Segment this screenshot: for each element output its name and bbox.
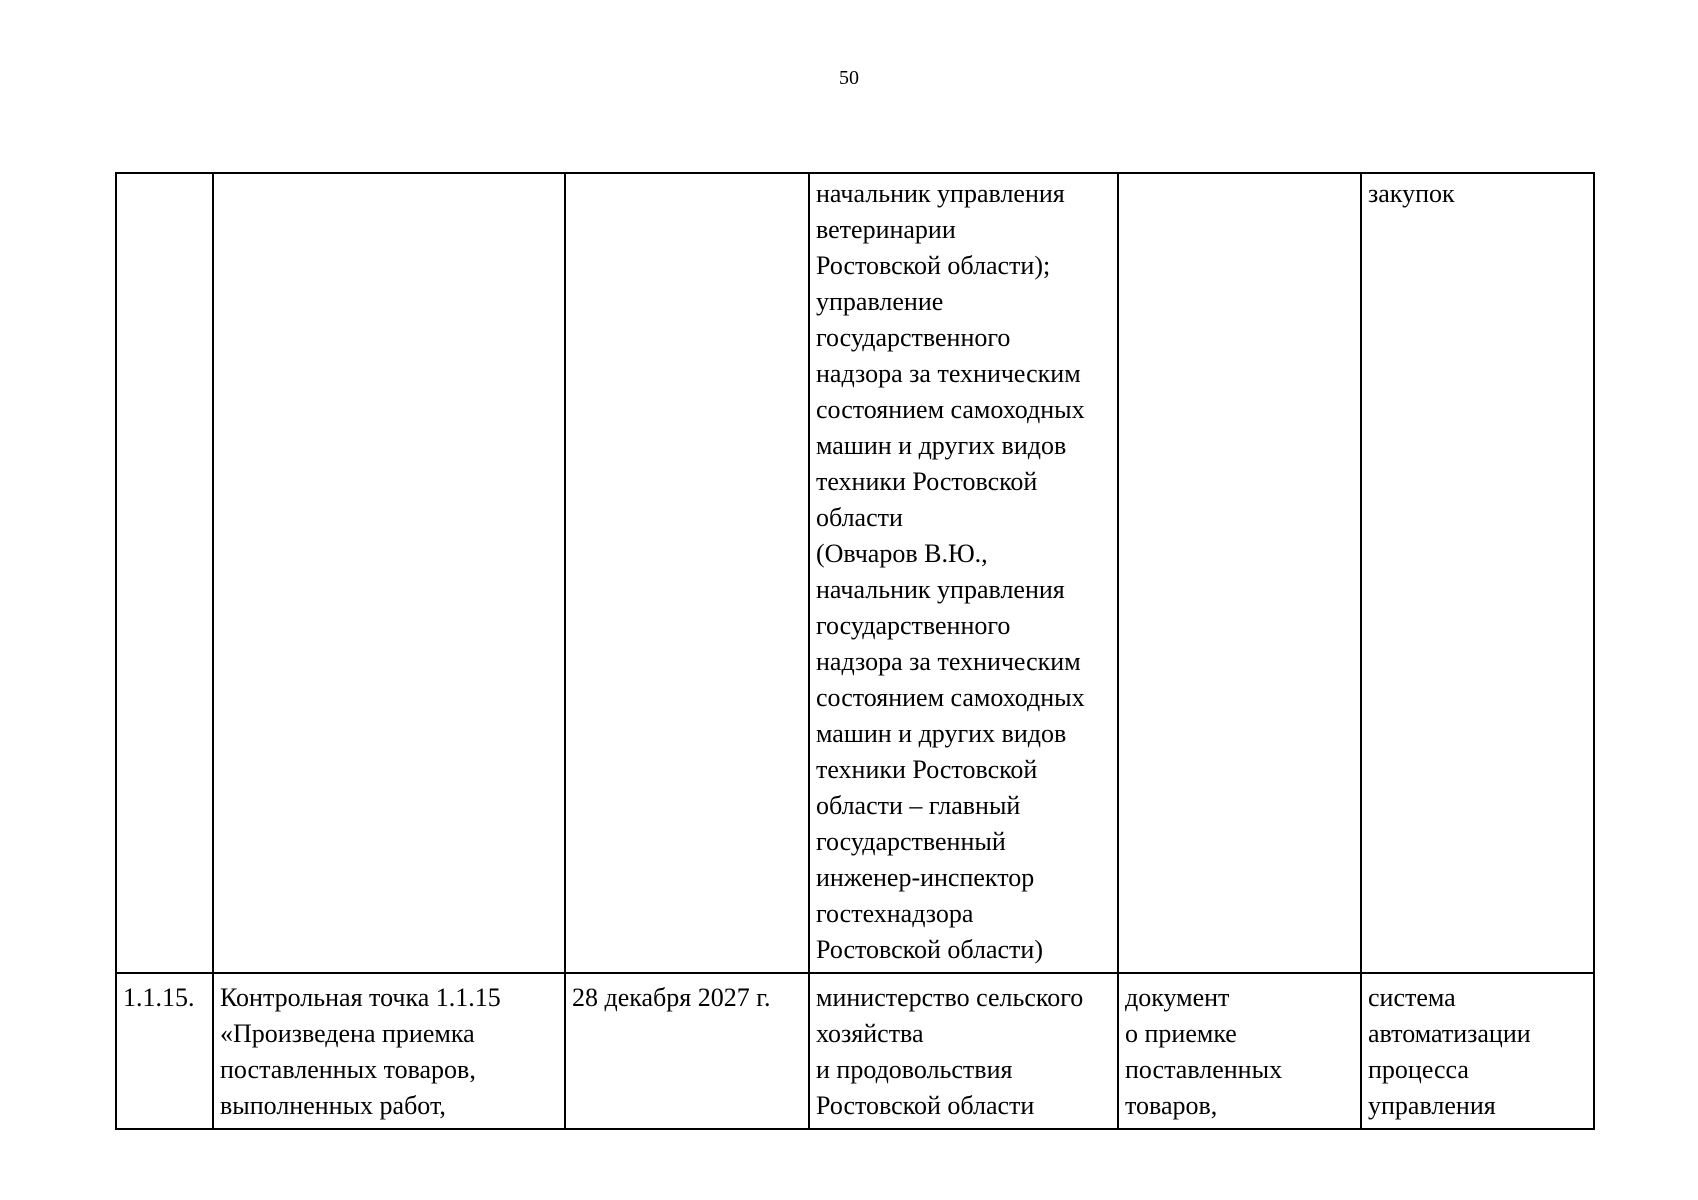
cell-date <box>565 173 809 973</box>
table-row <box>116 973 1594 1129</box>
cell-responsible: начальник управления ветеринарии Ростовской области); управление государственного надзора за техническим состоянием самоходных машин и других видов техники Ростовской области (Овчаров В.Ю., начальник управления государственного надзора за техническим состоянием самоходных машин и других видов техники Ростовской области – главный государственный инженер-инспектор гостехнадзора Ростовской области) <box>809 173 1118 973</box>
cell-number: 1.1.15. <box>116 973 213 1129</box>
table-row <box>116 173 1594 973</box>
page-number: 50 <box>839 67 859 89</box>
cell-number <box>116 173 213 973</box>
cell-date: 28 декабря 2027 г. <box>565 973 809 1129</box>
cell-name: Контрольная точка 1.1.15 «Произведена приемка поставленных товаров, выполненных работ, <box>213 973 565 1129</box>
cell-name <box>213 173 565 973</box>
cell-responsible: министерство сельского хозяйства и продовольствия Ростовской области <box>809 973 1118 1129</box>
cell-system: закупок <box>1361 173 1594 973</box>
control-points-table <box>115 172 1595 1130</box>
cell-system: система автоматизации процесса управления <box>1361 973 1594 1129</box>
cell-document: документ о приемке поставленных товаров, <box>1118 973 1361 1129</box>
cell-document <box>1118 173 1361 973</box>
